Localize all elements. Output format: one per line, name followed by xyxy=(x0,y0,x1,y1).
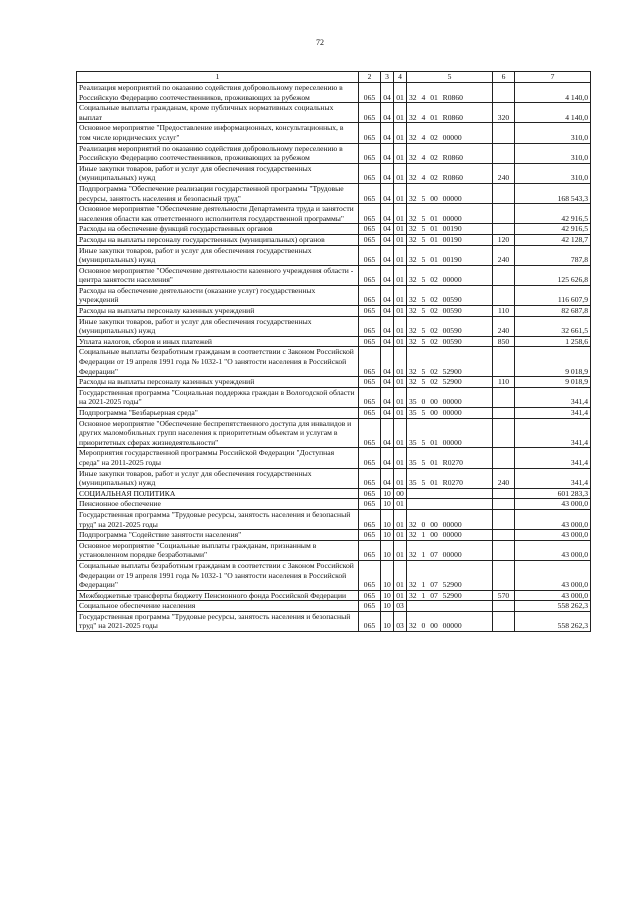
row-name: Межбюджетные трансферты бюджету Пенсионного фонда Российской Федерации xyxy=(77,590,359,601)
row-amount: 43 000,0 xyxy=(515,540,591,560)
row-ministry: 065 xyxy=(359,611,381,631)
row-name: Социальное обеспечение населения xyxy=(77,601,359,612)
row-subsection: 01 xyxy=(394,387,407,407)
table-row xyxy=(77,540,591,560)
row-name: Иные закупки товаров, работ и услуг для обеспечения государственных (муниципальных) нужд xyxy=(77,163,359,183)
row-amount: 341,4 xyxy=(515,387,591,407)
row-amount: 341,4 xyxy=(515,468,591,488)
row-expense-type: 110 xyxy=(493,377,515,388)
row-ministry: 065 xyxy=(359,183,381,203)
row-subsection: 01 xyxy=(394,377,407,388)
row-name: Государственная программа "Трудовые ресурсы, занятость населения и безопасный труд" на 2021-2025 годы xyxy=(77,509,359,529)
row-subsection: 01 xyxy=(394,143,407,163)
row-name: Подпрограмма "Безбарьерная среда" xyxy=(77,408,359,419)
row-target-article: 32 5 01 00000 xyxy=(407,204,493,224)
row-name: Мероприятия государственной программы Российской Федерации "Доступная среда" на 2011-2025 годы xyxy=(77,448,359,468)
table-row xyxy=(77,468,591,488)
row-name: СОЦИАЛЬНАЯ ПОЛИТИКА xyxy=(77,488,359,499)
row-section: 04 xyxy=(381,336,394,347)
row-expense-type xyxy=(493,387,515,407)
row-section: 04 xyxy=(381,183,394,203)
row-ministry: 065 xyxy=(359,306,381,317)
row-subsection: 01 xyxy=(394,285,407,305)
row-expense-type xyxy=(493,285,515,305)
row-target-article: 32 4 01 R0860 xyxy=(407,103,493,123)
table-row xyxy=(77,590,591,601)
row-name: Иные закупки товаров, работ и услуг для обеспечения государственных (муниципальных) нужд xyxy=(77,245,359,265)
row-subsection: 01 xyxy=(394,123,407,143)
row-section: 10 xyxy=(381,590,394,601)
row-expense-type xyxy=(493,560,515,590)
row-ministry: 065 xyxy=(359,123,381,143)
row-target-article: 32 1 07 00000 xyxy=(407,540,493,560)
table-row xyxy=(77,123,591,143)
row-name: Иные закупки товаров, работ и услуг для обеспечения государственных (муниципальных) нужд xyxy=(77,316,359,336)
row-amount: 125 626,8 xyxy=(515,265,591,285)
row-target-article: 32 1 00 00000 xyxy=(407,530,493,541)
row-name: Основное мероприятие "Социальные выплаты гражданам, признанным в установленном порядке безработными" xyxy=(77,540,359,560)
table-row xyxy=(77,377,591,388)
row-ministry: 065 xyxy=(359,336,381,347)
row-amount: 9 018,9 xyxy=(515,347,591,377)
row-expense-type xyxy=(493,183,515,203)
row-section: 04 xyxy=(381,103,394,123)
row-name: Расходы на обеспечение функций государственных органов xyxy=(77,224,359,235)
row-expense-type: 110 xyxy=(493,306,515,317)
row-amount: 43 000,0 xyxy=(515,509,591,529)
row-ministry: 065 xyxy=(359,509,381,529)
table-row xyxy=(77,224,591,235)
row-subsection: 01 xyxy=(394,590,407,601)
row-name: Расходы на выплаты персоналу казенных учреждений xyxy=(77,377,359,388)
row-section: 04 xyxy=(381,234,394,245)
row-expense-type: 240 xyxy=(493,468,515,488)
row-amount: 341,4 xyxy=(515,408,591,419)
row-amount: 43 000,0 xyxy=(515,590,591,601)
table-row xyxy=(77,560,591,590)
row-name: Иные закупки товаров, работ и услуг для обеспечения государственных (муниципальных) нужд xyxy=(77,468,359,488)
row-name: Уплата налогов, сборов и иных платежей xyxy=(77,336,359,347)
row-expense-type xyxy=(493,143,515,163)
row-ministry: 065 xyxy=(359,224,381,235)
table-row xyxy=(77,143,591,163)
row-amount: 116 607,9 xyxy=(515,285,591,305)
row-target-article: 35 5 01 R0270 xyxy=(407,468,493,488)
row-amount: 558 262,3 xyxy=(515,601,591,612)
row-target-article: 32 4 02 R0860 xyxy=(407,143,493,163)
row-target-article: 32 5 02 52900 xyxy=(407,347,493,377)
row-amount: 310,0 xyxy=(515,123,591,143)
row-section: 10 xyxy=(381,509,394,529)
row-section: 10 xyxy=(381,499,394,510)
row-target-article: 32 0 00 00000 xyxy=(407,611,493,631)
row-target-article: 32 5 01 00190 xyxy=(407,234,493,245)
table-row xyxy=(77,103,591,123)
row-ministry: 065 xyxy=(359,234,381,245)
table-row xyxy=(77,611,591,631)
row-name: Подпрограмма "Содействие занятости населения" xyxy=(77,530,359,541)
row-section: 10 xyxy=(381,601,394,612)
row-ministry: 065 xyxy=(359,601,381,612)
row-ministry: 065 xyxy=(359,143,381,163)
row-subsection: 01 xyxy=(394,347,407,377)
row-name: Государственная программа "Трудовые ресурсы, занятость населения и безопасный труд" на 2021-2025 годы xyxy=(77,611,359,631)
table-row xyxy=(77,509,591,529)
row-ministry: 065 xyxy=(359,408,381,419)
row-expense-type xyxy=(493,224,515,235)
row-subsection: 01 xyxy=(394,448,407,468)
row-expense-type xyxy=(493,418,515,448)
row-subsection: 01 xyxy=(394,418,407,448)
row-ministry: 065 xyxy=(359,83,381,103)
row-amount: 43 000,0 xyxy=(515,530,591,541)
header-col-7: 7 xyxy=(515,72,591,83)
row-subsection: 01 xyxy=(394,560,407,590)
row-target-article: 32 5 02 52900 xyxy=(407,377,493,388)
row-expense-type xyxy=(493,509,515,529)
row-subsection: 01 xyxy=(394,509,407,529)
row-target-article: 35 5 00 00000 xyxy=(407,408,493,419)
row-ministry: 065 xyxy=(359,540,381,560)
row-expense-type xyxy=(493,265,515,285)
row-ministry: 065 xyxy=(359,347,381,377)
row-name: Реализация мероприятий по оказанию содействия добровольному переселению в Российскую Федерацию соотечественников, проживающих за рубежом xyxy=(77,83,359,103)
row-section: 04 xyxy=(381,83,394,103)
header-col-3: 3 xyxy=(381,72,394,83)
row-ministry: 065 xyxy=(359,163,381,183)
row-amount: 82 687,8 xyxy=(515,306,591,317)
table-row xyxy=(77,448,591,468)
table-row xyxy=(77,204,591,224)
row-amount: 310,0 xyxy=(515,143,591,163)
table-row xyxy=(77,418,591,448)
row-subsection: 01 xyxy=(394,540,407,560)
row-ministry: 065 xyxy=(359,418,381,448)
row-name: Государственная программа "Социальная поддержка граждан в Вологодской области на 2021-2025 годы" xyxy=(77,387,359,407)
row-ministry: 065 xyxy=(359,590,381,601)
row-name: Расходы на обеспечение деятельности (оказание услуг) государственных учреждений xyxy=(77,285,359,305)
header-col-5: 5 xyxy=(407,72,493,83)
row-section: 04 xyxy=(381,408,394,419)
row-section: 04 xyxy=(381,377,394,388)
row-name: Социальные выплаты безработным гражданам в соответствии с Законом Российской Федерации от 19 апреля 1991 года № 1032-1 "О занятости населения в Российской Федерации" xyxy=(77,347,359,377)
row-name: Расходы на выплаты персоналу казенных учреждений xyxy=(77,306,359,317)
row-target-article: 32 5 02 00590 xyxy=(407,306,493,317)
row-amount: 9 018,9 xyxy=(515,377,591,388)
row-section: 04 xyxy=(381,265,394,285)
row-ministry: 065 xyxy=(359,488,381,499)
row-amount: 1 258,6 xyxy=(515,336,591,347)
row-expense-type xyxy=(493,530,515,541)
row-ministry: 065 xyxy=(359,560,381,590)
row-target-article: 32 0 00 00000 xyxy=(407,509,493,529)
row-section: 04 xyxy=(381,163,394,183)
row-ministry: 065 xyxy=(359,316,381,336)
row-expense-type xyxy=(493,83,515,103)
row-amount: 43 000,0 xyxy=(515,560,591,590)
row-name: Расходы на выплаты персоналу государственных (муниципальных) органов xyxy=(77,234,359,245)
row-subsection: 01 xyxy=(394,103,407,123)
row-name: Социальные выплаты гражданам, кроме публичных нормативных социальных выплат xyxy=(77,103,359,123)
row-ministry: 065 xyxy=(359,204,381,224)
row-ministry: 065 xyxy=(359,448,381,468)
row-expense-type xyxy=(493,408,515,419)
table-row xyxy=(77,83,591,103)
header-col-2: 2 xyxy=(359,72,381,83)
row-section: 04 xyxy=(381,448,394,468)
row-name: Пенсионное обеспечение xyxy=(77,499,359,510)
row-amount: 32 661,5 xyxy=(515,316,591,336)
row-section: 04 xyxy=(381,285,394,305)
row-section: 10 xyxy=(381,611,394,631)
row-target-article xyxy=(407,601,493,612)
row-subsection: 03 xyxy=(394,611,407,631)
row-target-article: 32 5 02 00590 xyxy=(407,316,493,336)
row-target-article: 32 5 00 00000 xyxy=(407,183,493,203)
row-name: Основное мероприятие "Обеспечение деятельности казенного учреждения области - центра занятости населения" xyxy=(77,265,359,285)
header-col-1: 1 xyxy=(77,72,359,83)
table-row xyxy=(77,347,591,377)
row-target-article: 32 1 07 52900 xyxy=(407,560,493,590)
header-col-4: 4 xyxy=(394,72,407,83)
row-subsection: 01 xyxy=(394,183,407,203)
row-subsection: 01 xyxy=(394,224,407,235)
row-ministry: 065 xyxy=(359,377,381,388)
table-row xyxy=(77,265,591,285)
row-expense-type xyxy=(493,499,515,510)
table-row xyxy=(77,163,591,183)
row-section: 04 xyxy=(381,224,394,235)
row-section: 10 xyxy=(381,530,394,541)
row-section: 04 xyxy=(381,468,394,488)
row-subsection: 01 xyxy=(394,499,407,510)
row-ministry: 065 xyxy=(359,285,381,305)
table-row xyxy=(77,183,591,203)
row-amount: 42 916,5 xyxy=(515,204,591,224)
row-name: Реализация мероприятий по оказанию содействия добровольному переселению в Российскую Федерацию соотечественников, проживающих за рубежом xyxy=(77,143,359,163)
row-expense-type: 570 xyxy=(493,590,515,601)
row-target-article: 35 5 01 00000 xyxy=(407,418,493,448)
row-ministry: 065 xyxy=(359,245,381,265)
row-subsection: 01 xyxy=(394,83,407,103)
row-amount: 341,4 xyxy=(515,448,591,468)
row-target-article xyxy=(407,499,493,510)
row-expense-type: 240 xyxy=(493,245,515,265)
row-subsection: 01 xyxy=(394,306,407,317)
table-row xyxy=(77,306,591,317)
row-expense-type xyxy=(493,347,515,377)
row-target-article: 32 4 02 00000 xyxy=(407,123,493,143)
row-subsection: 00 xyxy=(394,488,407,499)
row-subsection: 01 xyxy=(394,163,407,183)
row-target-article xyxy=(407,488,493,499)
table-row xyxy=(77,336,591,347)
row-ministry: 065 xyxy=(359,265,381,285)
row-section: 04 xyxy=(381,245,394,265)
row-amount: 310,0 xyxy=(515,163,591,183)
table-row xyxy=(77,408,591,419)
row-target-article: 32 5 02 00590 xyxy=(407,285,493,305)
row-name: Основное мероприятие "Обеспечение деятельности Департамента труда и занятости населения области как ответственного исполнителя государственной программы" xyxy=(77,204,359,224)
row-expense-type: 850 xyxy=(493,336,515,347)
table-row xyxy=(77,316,591,336)
row-expense-type: 240 xyxy=(493,163,515,183)
row-amount: 43 000,0 xyxy=(515,499,591,510)
row-target-article: 32 4 01 R0860 xyxy=(407,83,493,103)
row-subsection: 01 xyxy=(394,530,407,541)
table-row xyxy=(77,245,591,265)
row-subsection: 01 xyxy=(394,265,407,285)
row-name: Социальные выплаты безработным гражданам в соответствии с Законом Российской Федерации от 19 апреля 1991 года № 1032-1 "О занятости населения в Российской Федерации" xyxy=(77,560,359,590)
table-row xyxy=(77,234,591,245)
row-expense-type: 240 xyxy=(493,316,515,336)
header-col-6: 6 xyxy=(493,72,515,83)
row-amount: 42 128,7 xyxy=(515,234,591,245)
row-expense-type xyxy=(493,540,515,560)
row-section: 04 xyxy=(381,347,394,377)
row-amount: 341,4 xyxy=(515,418,591,448)
row-section: 04 xyxy=(381,418,394,448)
row-target-article: 32 5 01 00190 xyxy=(407,224,493,235)
row-ministry: 065 xyxy=(359,103,381,123)
row-expense-type xyxy=(493,448,515,468)
table-row xyxy=(77,285,591,305)
row-target-article: 32 1 07 52900 xyxy=(407,590,493,601)
row-section: 10 xyxy=(381,560,394,590)
table-row xyxy=(77,387,591,407)
row-subsection: 01 xyxy=(394,468,407,488)
row-section: 04 xyxy=(381,387,394,407)
row-name: Основное мероприятие "Обеспечение беспрепятственного доступа для инвалидов и других маломобильных групп населения к приоритетным объектам и услугам в приоритетных сферах жизнедеятельности" xyxy=(77,418,359,448)
table-row xyxy=(77,530,591,541)
row-section: 04 xyxy=(381,316,394,336)
table-body xyxy=(77,83,591,632)
row-subsection: 03 xyxy=(394,601,407,612)
row-expense-type xyxy=(493,204,515,224)
row-name: Подпрограмма "Обеспечение реализации государственной программы "Трудовые ресурсы, занятость населения и безопасный труд" xyxy=(77,183,359,203)
row-ministry: 065 xyxy=(359,468,381,488)
row-subsection: 01 xyxy=(394,234,407,245)
row-amount: 168 543,3 xyxy=(515,183,591,203)
row-expense-type xyxy=(493,611,515,631)
row-amount: 558 262,3 xyxy=(515,611,591,631)
row-expense-type: 120 xyxy=(493,234,515,245)
row-target-article: 35 5 01 R0270 xyxy=(407,448,493,468)
row-target-article: 32 5 02 00590 xyxy=(407,336,493,347)
row-ministry: 065 xyxy=(359,530,381,541)
row-section: 04 xyxy=(381,306,394,317)
budget-table xyxy=(76,71,591,632)
row-amount: 601 283,3 xyxy=(515,488,591,499)
row-section: 10 xyxy=(381,540,394,560)
row-target-article: 32 4 02 R0860 xyxy=(407,163,493,183)
row-amount: 4 140,0 xyxy=(515,83,591,103)
row-subsection: 01 xyxy=(394,245,407,265)
row-amount: 4 140,0 xyxy=(515,103,591,123)
row-expense-type xyxy=(493,488,515,499)
row-amount: 42 916,5 xyxy=(515,224,591,235)
row-section: 10 xyxy=(381,488,394,499)
page-number: 72 xyxy=(316,38,324,47)
row-ministry: 065 xyxy=(359,499,381,510)
row-section: 04 xyxy=(381,204,394,224)
row-target-article: 32 5 02 00000 xyxy=(407,265,493,285)
row-subsection: 01 xyxy=(394,408,407,419)
row-target-article: 32 5 01 00190 xyxy=(407,245,493,265)
table-row xyxy=(77,488,591,499)
row-amount: 787,8 xyxy=(515,245,591,265)
row-ministry: 065 xyxy=(359,387,381,407)
row-expense-type xyxy=(493,601,515,612)
table-row xyxy=(77,601,591,612)
row-subsection: 01 xyxy=(394,204,407,224)
row-expense-type: 320 xyxy=(493,103,515,123)
row-expense-type xyxy=(493,123,515,143)
row-subsection: 01 xyxy=(394,316,407,336)
row-section: 04 xyxy=(381,123,394,143)
row-target-article: 35 0 00 00000 xyxy=(407,387,493,407)
table-row xyxy=(77,499,591,510)
row-subsection: 01 xyxy=(394,336,407,347)
row-section: 04 xyxy=(381,143,394,163)
table-header-row xyxy=(77,72,591,83)
row-name: Основное мероприятие "Предоставление информационных, консультационных, в том числе юридических услуг" xyxy=(77,123,359,143)
